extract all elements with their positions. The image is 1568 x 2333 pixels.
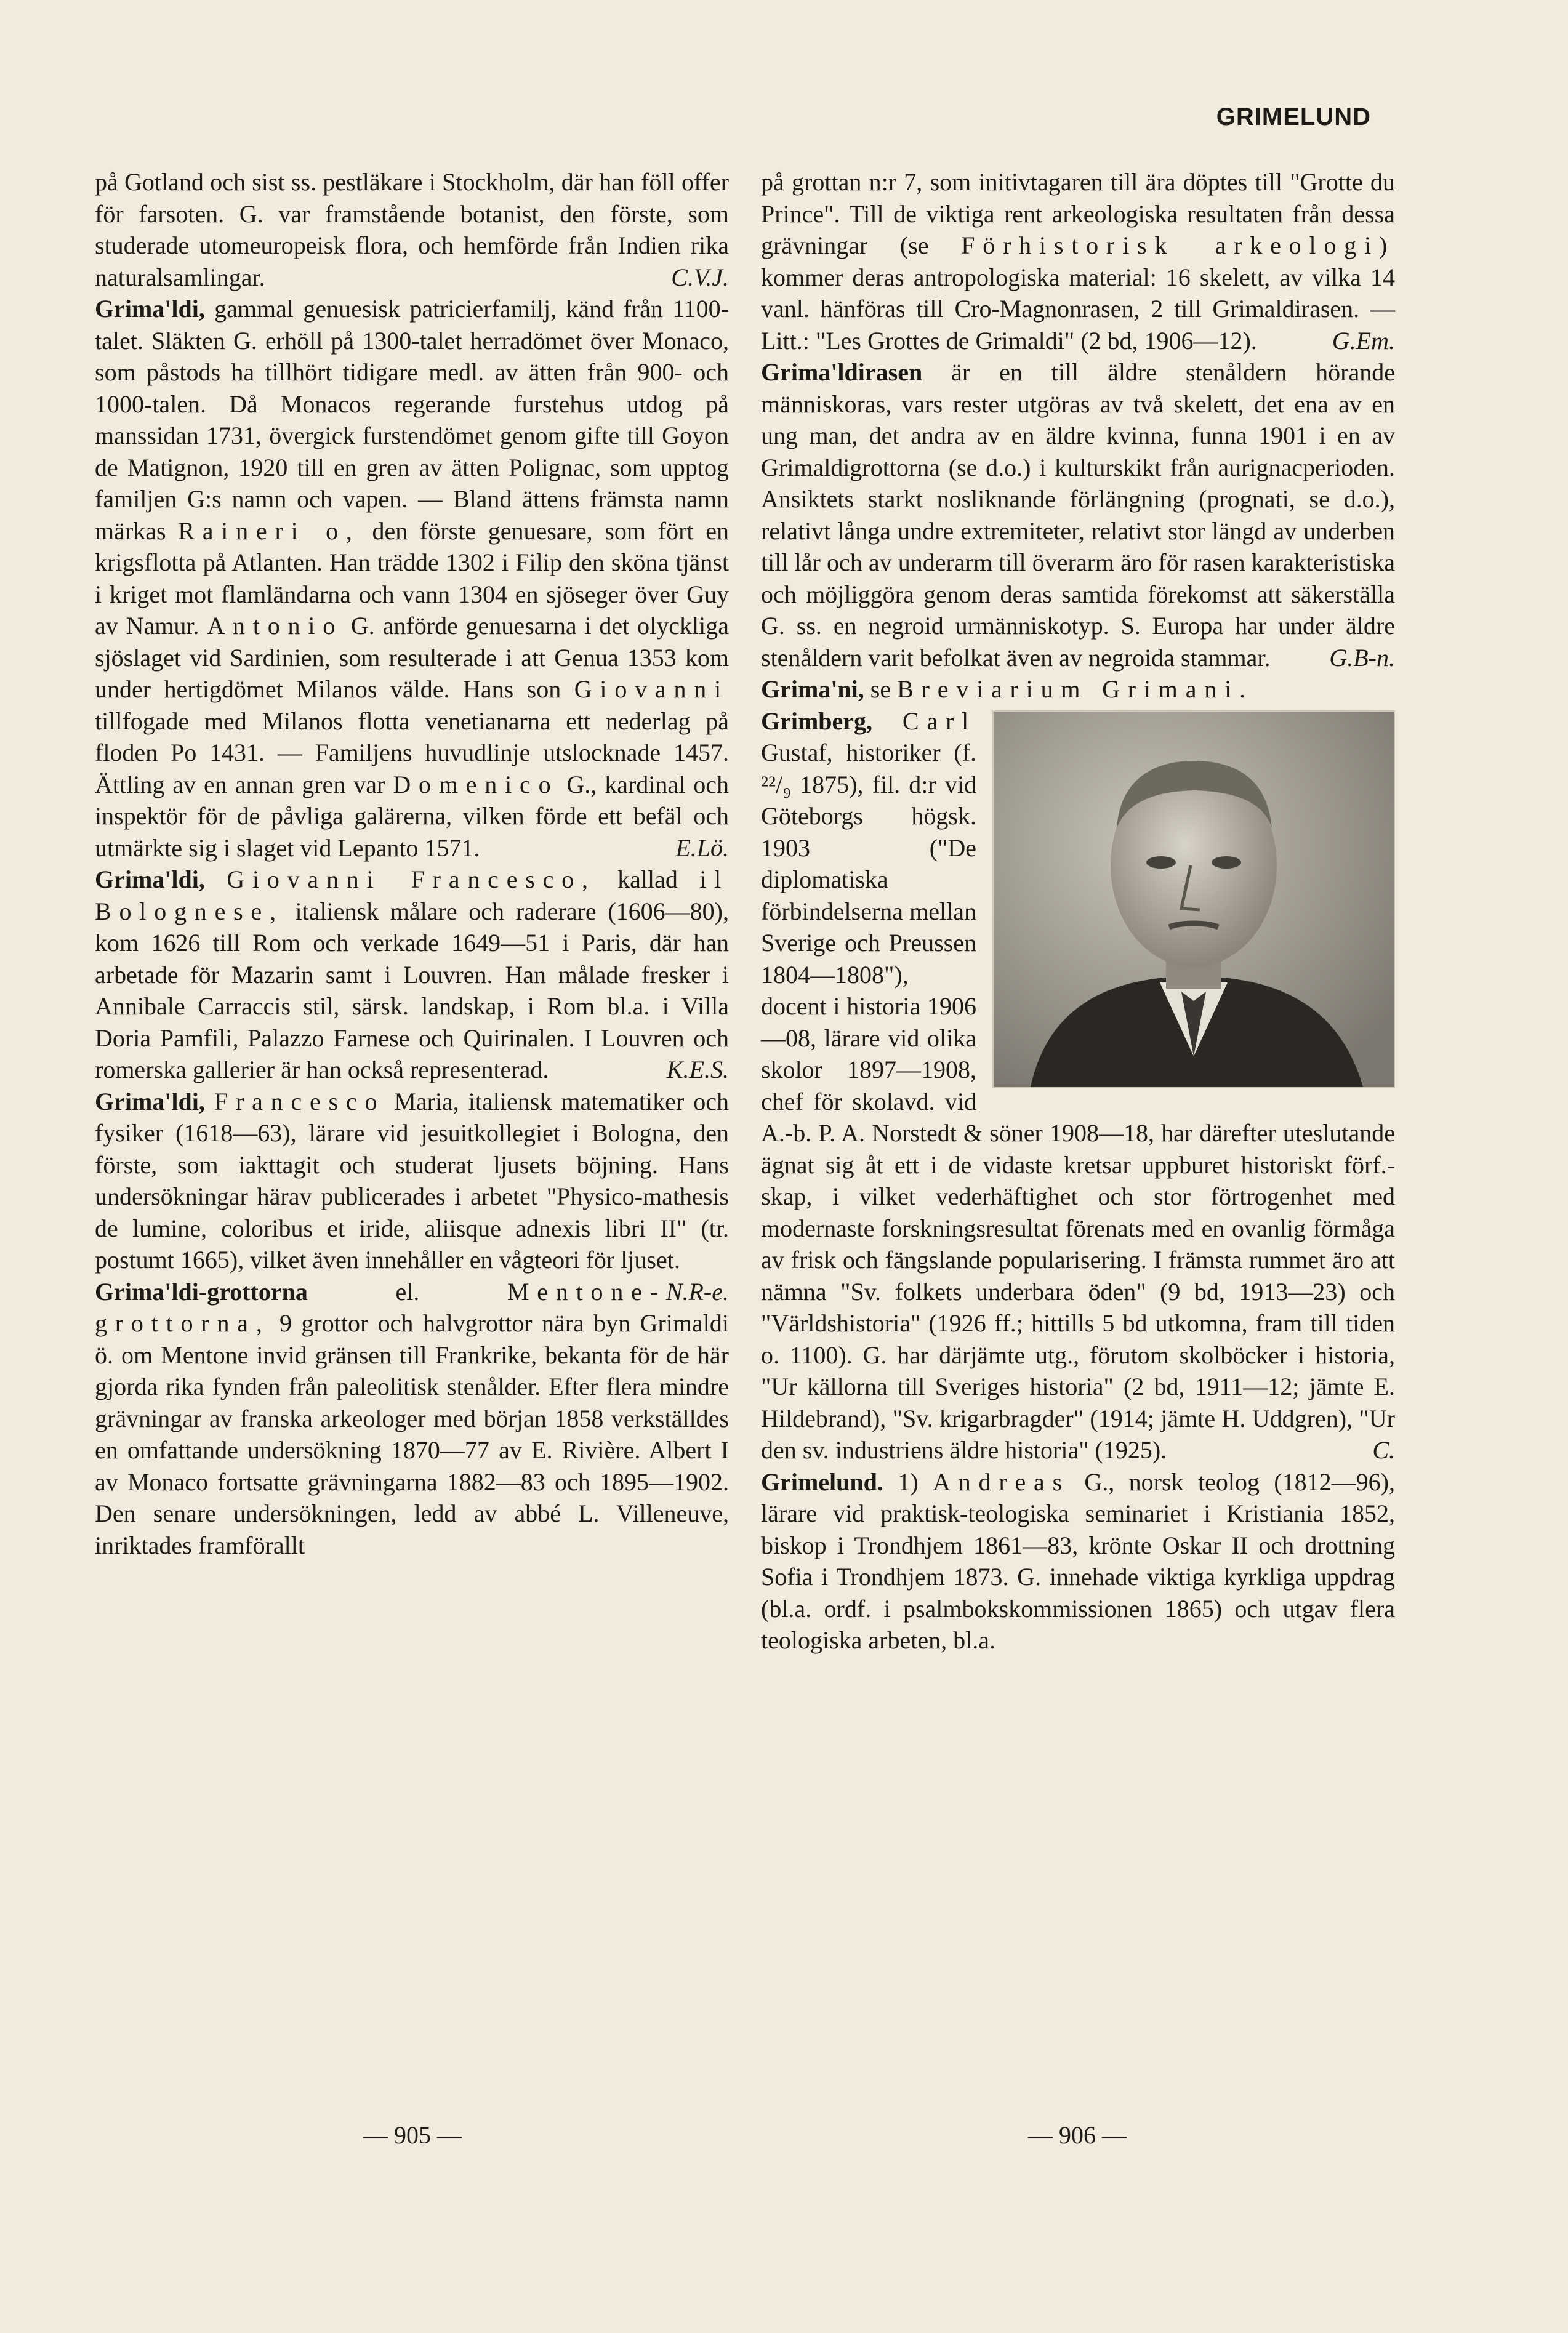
author-signature: N.R-e. bbox=[665, 1277, 729, 1306]
portrait-illustration bbox=[994, 712, 1394, 1087]
page-number-right: — 906 — bbox=[1028, 2121, 1127, 2149]
entry-grimaldi-francesco: Grima'ldi, Francesco Maria, italiensk matematiker och fysiker (1618—63), lärare vid jesuitkollegiet i Bologna, den förste, som iakttagit och studerat ljusets böjning. Hans undersökningar härav publicerades i arbetet "Physico-mathesis de lumine, coloribus et iride, aliisque adnexis libri II" (tr. postumt 1665), vilket även innehåller en vågteori för ljuset. N.R-e. bbox=[95, 1086, 729, 1276]
left-column bbox=[95, 166, 729, 1561]
entry-paragraph: på Gotland och sist ss. pestläkare i Stockholm, där han föll offer för farsoten. G. var framstående botanist, den förste, som studerade utomeuropeisk flora, och hemförde från Indien rika naturalsamlingar. C.V.J. bbox=[95, 166, 729, 293]
portrait-photo bbox=[992, 710, 1395, 1088]
author-signature: E.Lö. bbox=[675, 833, 729, 862]
entry-grimani: Grima'ni, se Breviarium Grimani. bbox=[761, 675, 1253, 703]
headword: Grima'ni, bbox=[761, 675, 864, 703]
headword: Grima'ldi-grottorna bbox=[95, 1277, 308, 1306]
headword: Grima'ldirasen bbox=[761, 358, 923, 386]
entry-grimaldi-grottorna: Grima'ldi-grottorna el. Mentone-grottorna, 9 grottor och halvgrottor nära byn Grimaldi ö. om Mentone invid gränsen till Frankrike, bekanta för de här gjorda rika fynden från paleolitisk stenålder. Efter flera mindre grävningar av franska arkeologer med början 1858 verkställdes en omfattande undersökning 1870—77 av E. Rivière. Albert I av Monaco fortsatte grävningarna 1882—83 och 1895—1902. Den senare undersökningen, ledd av abbé L. Villeneuve, inriktades framförallt bbox=[95, 1277, 729, 1559]
author-signature: C. bbox=[1372, 1436, 1395, 1464]
author-signature: K.E.S. bbox=[666, 1056, 729, 1083]
author-signature: C.V.J. bbox=[671, 263, 729, 291]
headword: Grima'ldi, bbox=[95, 1087, 205, 1115]
headword: Grimberg, bbox=[761, 707, 873, 735]
right-column bbox=[761, 166, 1395, 1656]
entry-grimelund: Grimelund. 1) Andreas G., norsk teolog (1812—96), lärare vid praktisk-teologiska seminariet i Kristiania 1852, biskop i Trondhjem 1861—83, krönte Oskar II och drottning Sofia i Trondhjem 1873. G. innehade viktiga kyrkliga uppdrag (bl.a. ordf. i psalmbokskommissionen 1865) och utgav flera teologiska arbeten, bl.a. bbox=[761, 1468, 1395, 1654]
headword: Grima'ldi, bbox=[95, 865, 205, 893]
entry-grimaldi-family: Grima'ldi, gammal genuesisk patricierfamilj, känd från 1100-talet. Släkten G. erhöll på 1300-talet herradömet över Monaco, som påstods ha tillhört tidigare medl. av ätten från 900- och 1000-talen. Då Monacos regerande furstehus utdog på manssidan 1731, övergick furstendömet genom gifte till Goyon de Matignon, 1920 till en gren av ätten Polignac, som upptog familjen G:s namn och vapen. — Bland ättens främsta namn märkas Raineri o, den förste genuesare, som fört en krigsflotta på Atlanten. Han trädde 1302 i Filip den sköna tjänst i kriget mot flamländarna och vann 1304 en sjöseger över Guy av Namur. Antonio G. anförde genuesarna i det olyckliga sjöslaget vid Sardinien, som resulterade i att Genua 1353 kom under hertigdömet Milanos välde. Hans son Giovanni tillfogade med Milanos flotta venetianarna ett nederlag på floden Po 1431. — Familjens huvudlinje utslocknade 1457. Ättling av en annan gren var Domenico G., kardinal och inspektör för de påvliga galärerna, vilken förde ett befäl och utmärkte sig i slaget vid Lepanto 1571. E.Lö. bbox=[95, 293, 729, 864]
headword: Grima'ldi, bbox=[95, 295, 205, 323]
author-signature: G.B-n. bbox=[1329, 643, 1395, 672]
entry-grimaldirasen: Grima'ldirasen är en till äldre stenåldern hörande människoras, vars rester utgöras av två skelett, det ena av en ung man, det andra av en äldre kvinna, funna 1901 i en av Grimaldigrottorna (se d.o.) i kulturskikt från aurignacperioden. Ansiktets starkt nosliknande förlängning (prognati, se d.o.), relativt långa undre extremiteter, relativt stor längd av underben till lår och av underarm till överarm äro för rasen karakteristiska och möjliggöra genom deras samtida förekomst att säkerställa G. ss. en negroid urmänniskotyp. S. Europa har under äldre stenåldern varit befolkat även av negroida stammar. G.B-n. bbox=[761, 356, 1395, 673]
entry-grimaldi-giovanni: Grima'ldi, Giovanni Francesco, kallad il Bolognese, italiensk målare och raderare (1606—80), kom 1626 till Rom och verkade 1649—51 i Paris, där han arbetade för Mazarin samt i Louvren. Han målade fresker i Annibale Carraccis stil, särsk. landskap, i Rom bl.a. i Villa Doria Pamfili, Palazzo Farnese och Quirinalen. I Louvren och romerska gallerier är han också representerad. K.E.S. bbox=[95, 864, 729, 1086]
headword: Grimelund. bbox=[761, 1468, 883, 1496]
entry-grimberg: Grimberg, Carl Gustaf, historiker (f. ²²/₉ 1875), fil. d:r vid Göteborgs högsk. 1903 ("De diplomatiska förbindelserna mellan Sverige och Preussen 1804—1808"), docent i historia 1906—08, lärare vid olika skolor 1897—1908, chef för skolavd. vid A.-b. P. A. Norstedt & söner 1908—18, har därefter uteslutande ägnat sig åt ett i de vidaste kretsar uppburet historiskt förf.-skap, i vilket vederhäftighet och stor förtrogenhet med modernaste forskningsresultat förenats med en ovanlig förmåga av frisk och fängslande popularisering. I främsta rummet äro att nämna "Sv. folkets underbara öden" (9 bd, 1913—23) och "Världshistoria" (1926 ff.; hittills 5 bd utkomna, fram till tiden o. 1100). G. har därjämte utg., förutom skolböcker i historia, "Ur källorna till Sveriges historia" (2 bd, 1911—12; jämte E. Hildebrand), "Sv. krigarbragder" (1914; jämte H. Uddgren), "Ur den sv. industriens äldre historia" (1925). C. bbox=[761, 705, 1395, 1466]
running-head: GRIMELUND bbox=[1216, 103, 1371, 131]
entry-continuation: på grottan n:r 7, som initivtagaren till ära döptes till "Grotte du Prince". Till de viktiga rent arkeologiska resultaten från dessa grävningar (se Förhistorisk arkeologi) kommer deras antropologiska material: 16 skelett, av vilka 14 vanl. hänföras till Cro-Magnonrasen, 2 till Grimaldirasen. — Litt.: "Les Grottes de Grimaldi" (2 bd, 1906—12). G.Em. bbox=[761, 166, 1395, 356]
page-number-left: — 905 — bbox=[363, 2121, 462, 2149]
author-signature: G.Em. bbox=[1332, 326, 1395, 355]
